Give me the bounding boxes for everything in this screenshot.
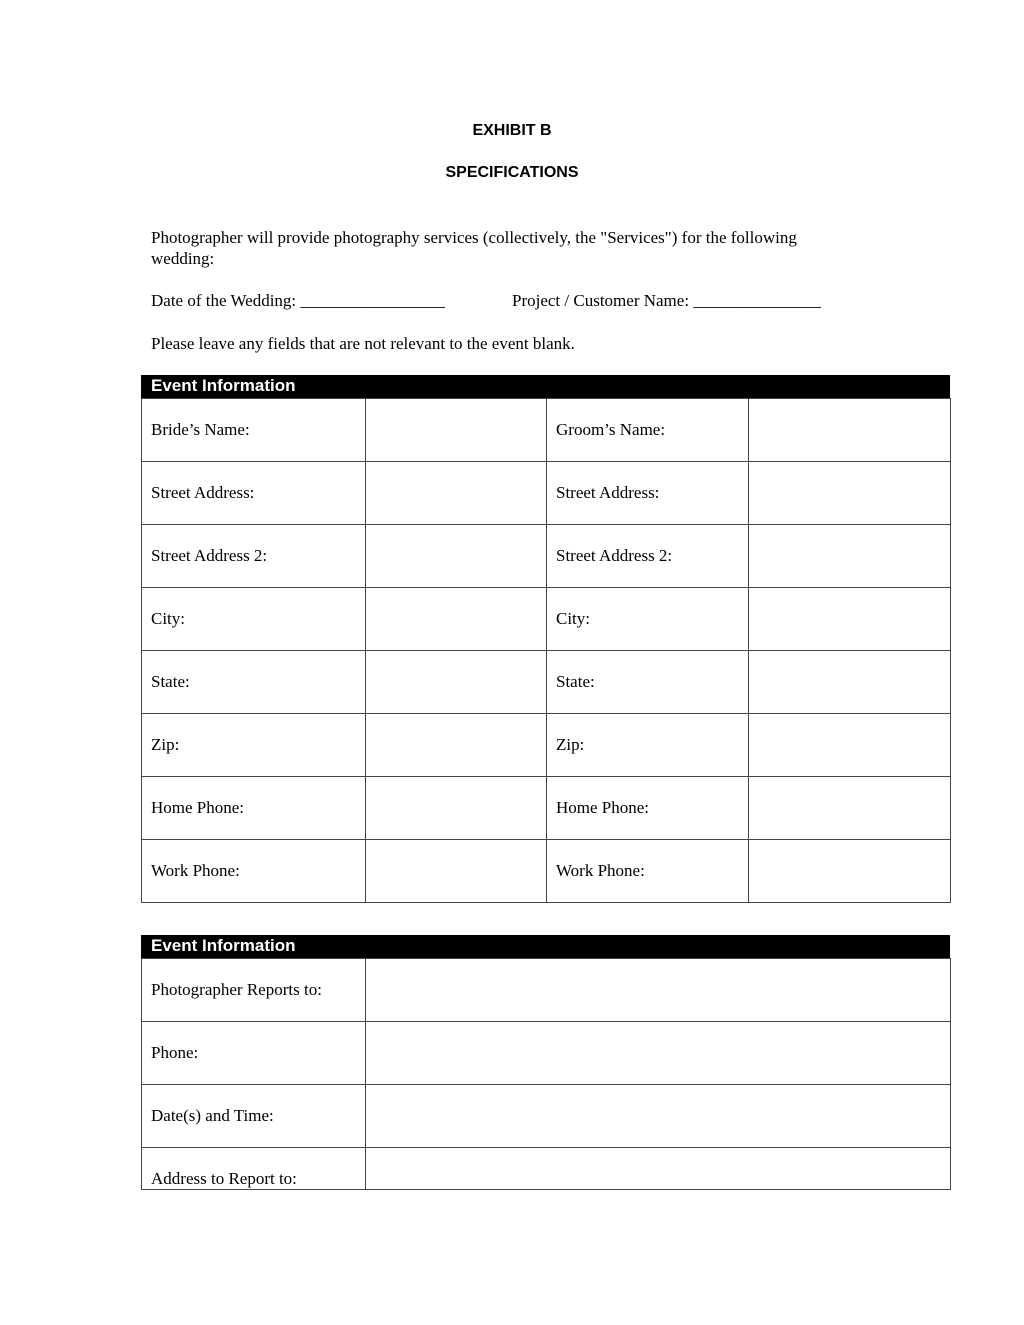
left-value-field[interactable] <box>366 777 547 840</box>
right-value-field[interactable] <box>749 714 951 777</box>
right-value-field[interactable] <box>749 462 951 525</box>
left-value-field[interactable] <box>366 525 547 588</box>
right-value-field[interactable] <box>749 777 951 840</box>
field-label: Photographer Reports to: <box>142 959 366 1022</box>
left-label: Work Phone: <box>142 840 366 903</box>
specifications-title: SPECIFICATIONS <box>445 164 579 181</box>
field-value[interactable] <box>366 1022 951 1085</box>
table-row <box>142 840 951 903</box>
right-label: Work Phone: <box>547 840 749 903</box>
left-label: Street Address 2: <box>142 525 366 588</box>
right-label: State: <box>547 651 749 714</box>
right-value-field[interactable] <box>749 588 951 651</box>
table-row <box>142 525 951 588</box>
field-value[interactable] <box>366 959 951 1022</box>
right-label: Groom’s Name: <box>547 399 749 462</box>
left-label: Street Address: <box>142 462 366 525</box>
wedding-date-line <box>151 290 445 311</box>
left-value-field[interactable] <box>366 462 547 525</box>
table-row <box>142 588 951 651</box>
project-name-blank[interactable]: _______________ <box>693 291 821 310</box>
right-value-field[interactable] <box>749 399 951 462</box>
right-label: Street Address: <box>547 462 749 525</box>
field-label: Phone: <box>142 1022 366 1085</box>
right-label: City: <box>547 588 749 651</box>
table-row <box>142 714 951 777</box>
table-row <box>142 651 951 714</box>
couple-info-table <box>141 398 951 903</box>
table-row <box>142 1022 951 1085</box>
event-information-section-2 <box>141 935 950 1190</box>
table-row <box>142 399 951 462</box>
right-value-field[interactable] <box>749 840 951 903</box>
right-label: Street Address 2: <box>547 525 749 588</box>
left-label: Home Phone: <box>142 777 366 840</box>
table-row <box>142 1148 951 1190</box>
right-label: Home Phone: <box>547 777 749 840</box>
left-value-field[interactable] <box>366 651 547 714</box>
left-value-field[interactable] <box>366 399 547 462</box>
table-row <box>142 959 951 1022</box>
wedding-date-label: Date of the Wedding: <box>151 291 297 310</box>
table-row <box>142 777 951 840</box>
field-label: Date(s) and Time: <box>142 1085 366 1148</box>
exhibit-title: EXHIBIT B <box>472 122 552 139</box>
instructions-note: Please leave any fields that are not relevant to the event blank. <box>151 334 575 353</box>
section-header: Event Information <box>141 935 950 958</box>
intro-paragraph: Photographer will provide photography services (collectively, the "Services") for the following wedding: <box>151 228 797 268</box>
reporting-info-table <box>141 958 951 1190</box>
field-label: Address to Report to: <box>142 1148 366 1190</box>
wedding-date-blank[interactable]: _________________ <box>300 291 445 310</box>
left-label: Bride’s Name: <box>142 399 366 462</box>
field-value[interactable] <box>366 1085 951 1148</box>
right-value-field[interactable] <box>749 525 951 588</box>
section-header: Event Information <box>141 375 950 398</box>
left-label: State: <box>142 651 366 714</box>
left-value-field[interactable] <box>366 840 547 903</box>
project-name-line <box>512 290 821 311</box>
table-row <box>142 1085 951 1148</box>
left-label: City: <box>142 588 366 651</box>
field-value[interactable] <box>366 1148 951 1190</box>
left-value-field[interactable] <box>366 714 547 777</box>
right-value-field[interactable] <box>749 651 951 714</box>
left-label: Zip: <box>142 714 366 777</box>
project-name-label: Project / Customer Name: <box>512 291 690 310</box>
event-information-section-1 <box>141 375 950 903</box>
right-label: Zip: <box>547 714 749 777</box>
table-row <box>142 462 951 525</box>
left-value-field[interactable] <box>366 588 547 651</box>
